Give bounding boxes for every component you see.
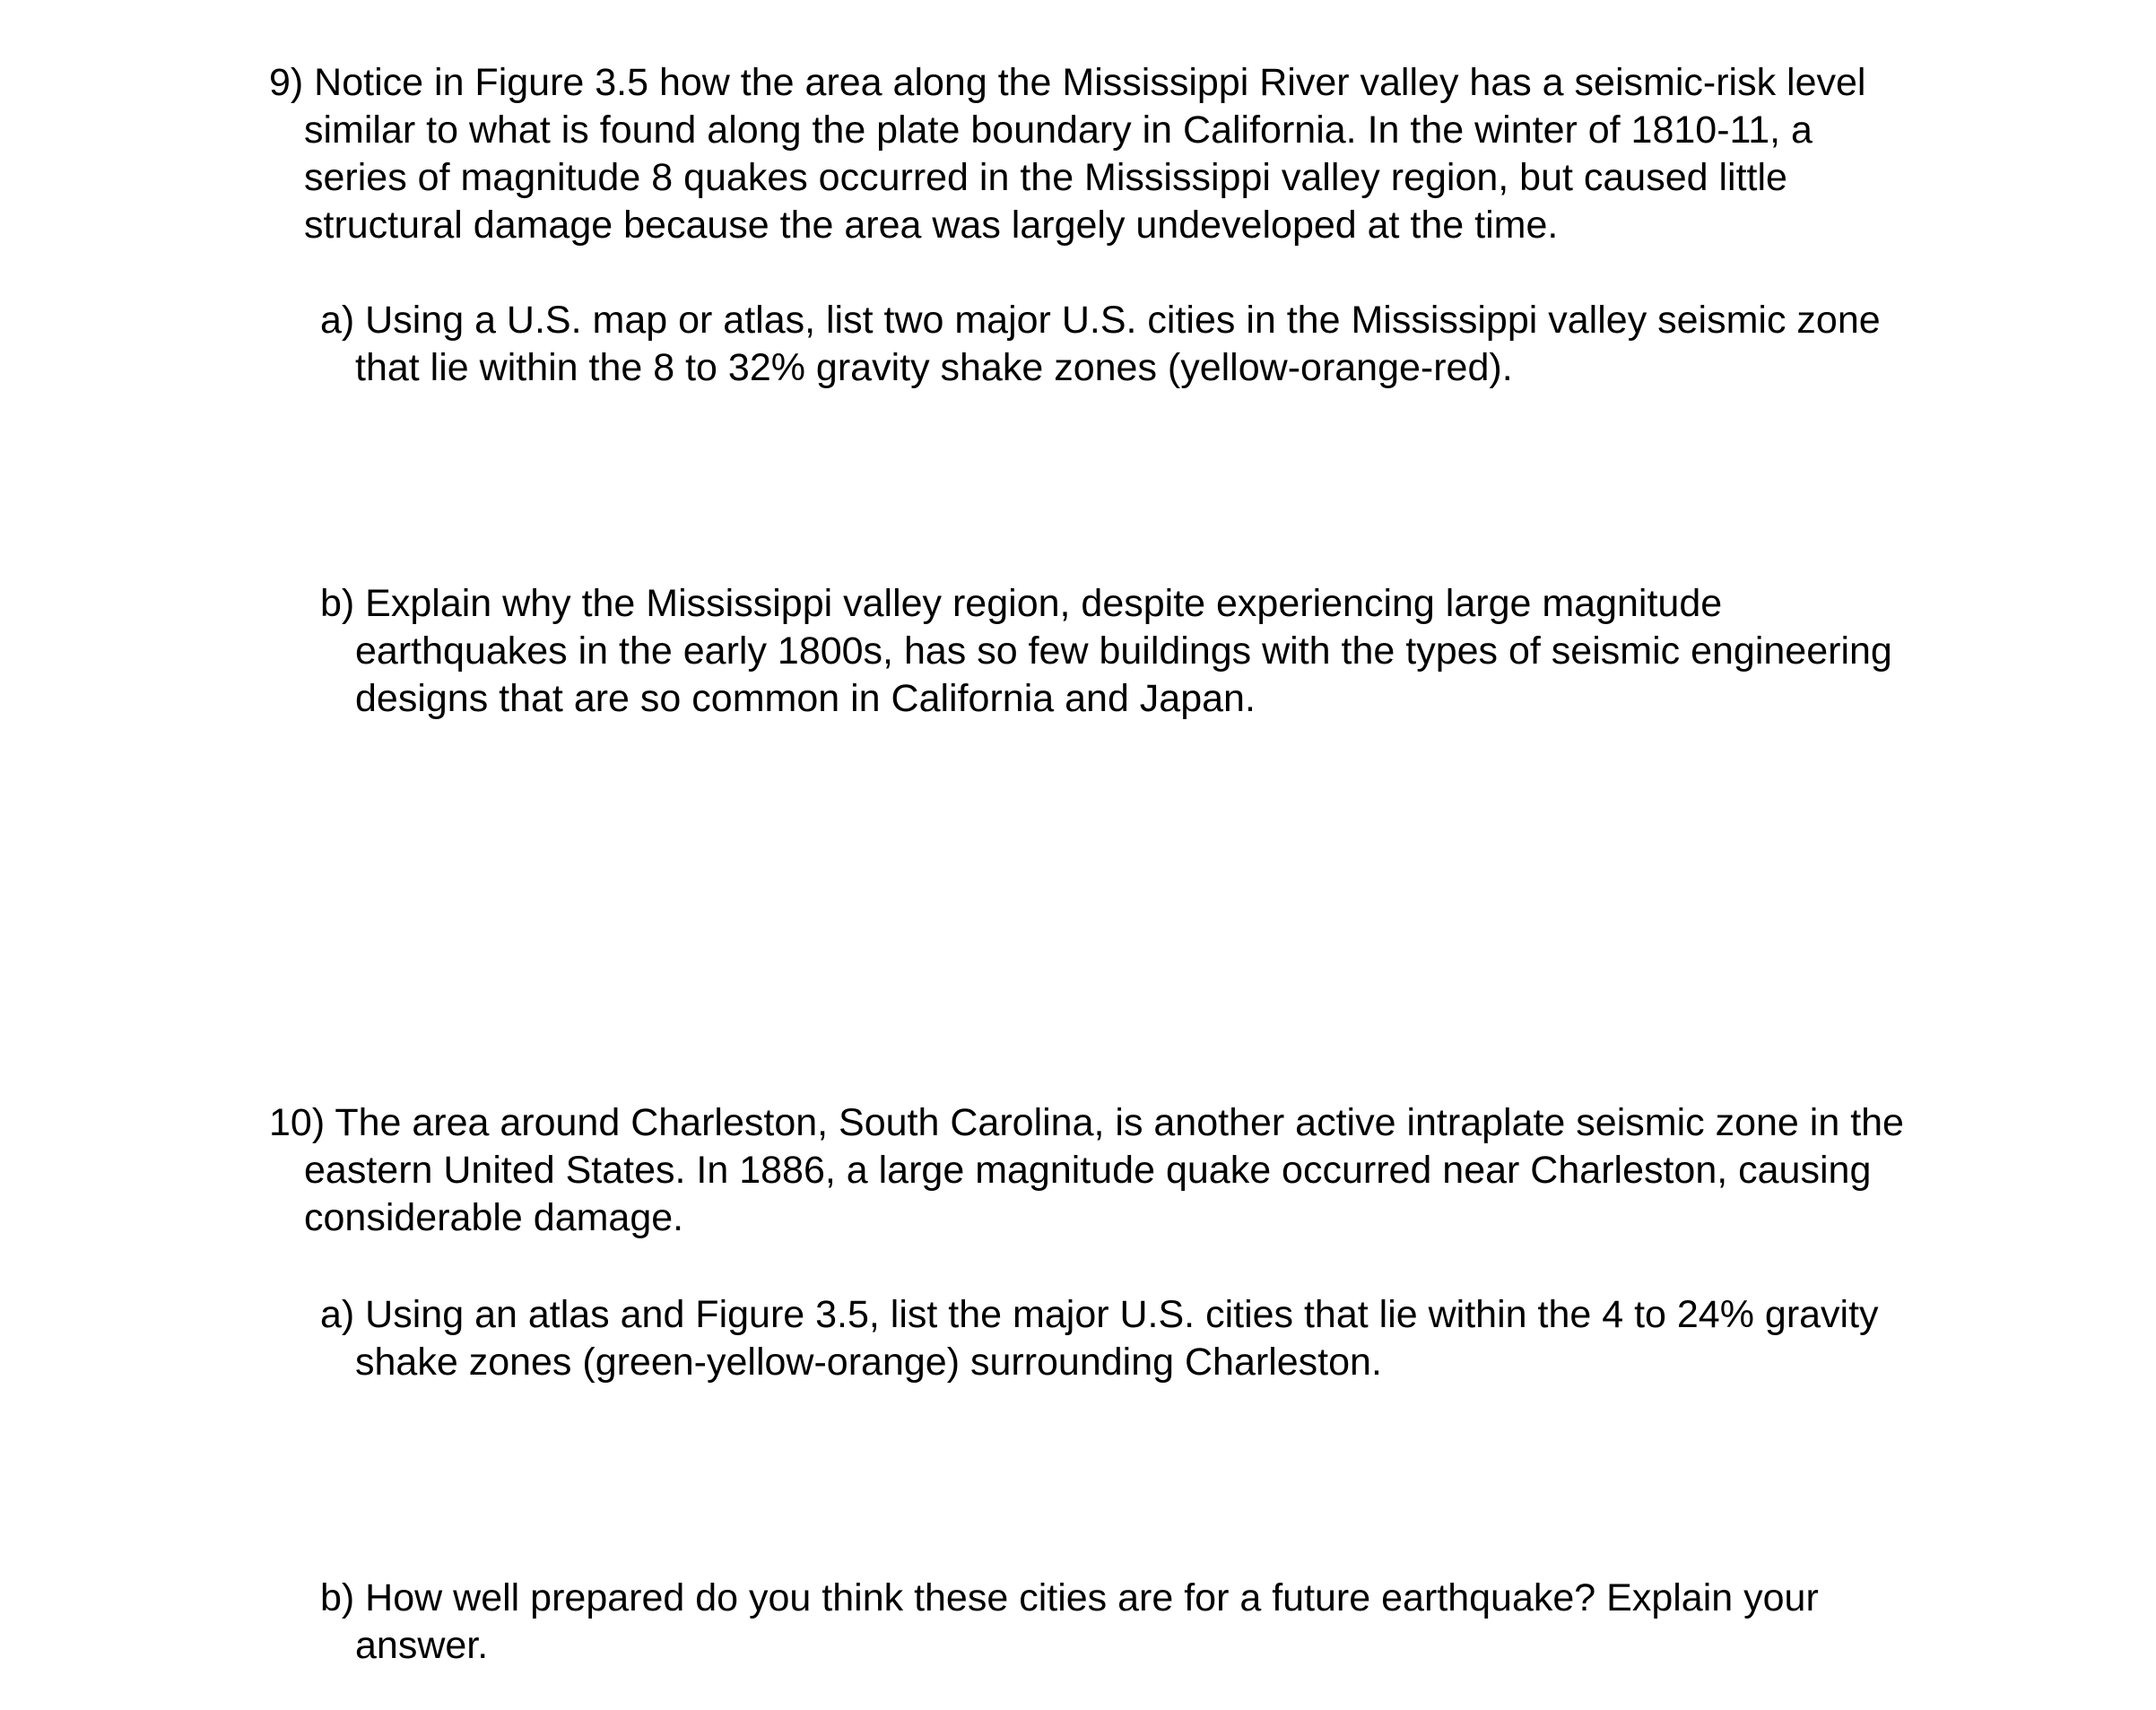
question-10b-line-2: answer. (355, 1624, 489, 1667)
question-10-line-2: eastern United States. In 1886, a large magnitude quake occurred near Charleston, causing (304, 1149, 1872, 1192)
question-10 (269, 1099, 1904, 1242)
question-9b-line-1: b) Explain why the Mississippi valley region, despite experiencing large magnitude (320, 582, 1723, 625)
question-9a-line-2: that lie within the 8 to 32% gravity shake zones (yellow-orange-red). (355, 346, 1513, 389)
question-10b-line-1: b) How well prepared do you think these cities are for a future earthquake? Explain your (320, 1576, 1819, 1619)
question-9-line-3: series of magnitude 8 quakes occurred in the Mississippi valley region, but caused little (304, 156, 1787, 199)
question-10b (320, 1575, 1819, 1670)
question-9a-line-1: a) Using a U.S. map or atlas, list two major U.S. cities in the Mississippi valley seismic zone (320, 299, 1881, 342)
question-9 (269, 59, 1865, 249)
question-9-line-2: similar to what is found along the plate boundary in California. In the winter of 1810-11, a (304, 109, 1813, 152)
question-9b (320, 580, 1892, 723)
question-9a (320, 297, 1881, 392)
question-9-line-1: 9) Notice in Figure 3.5 how the area along the Mississippi River valley has a seismic-risk level (269, 61, 1866, 104)
question-9-line-4: structural damage because the area was largely undeveloped at the time. (304, 204, 1559, 247)
question-10a-line-2: shake zones (green-yellow-orange) surrounding Charleston. (355, 1341, 1382, 1384)
question-10a (320, 1291, 1879, 1386)
question-9b-line-2: earthquakes in the early 1800s, has so few buildings with the types of seismic engineering (355, 629, 1892, 673)
question-10a-line-1: a) Using an atlas and Figure 3.5, list the major U.S. cities that lie within the 4 to 24% gravity (320, 1293, 1879, 1336)
question-9b-line-3: designs that are so common in California and Japan. (355, 677, 1256, 720)
question-10-line-1: 10) The area around Charleston, South Carolina, is another active intraplate seismic zone in the (269, 1101, 1904, 1144)
question-10-line-3: considerable damage. (304, 1196, 684, 1239)
